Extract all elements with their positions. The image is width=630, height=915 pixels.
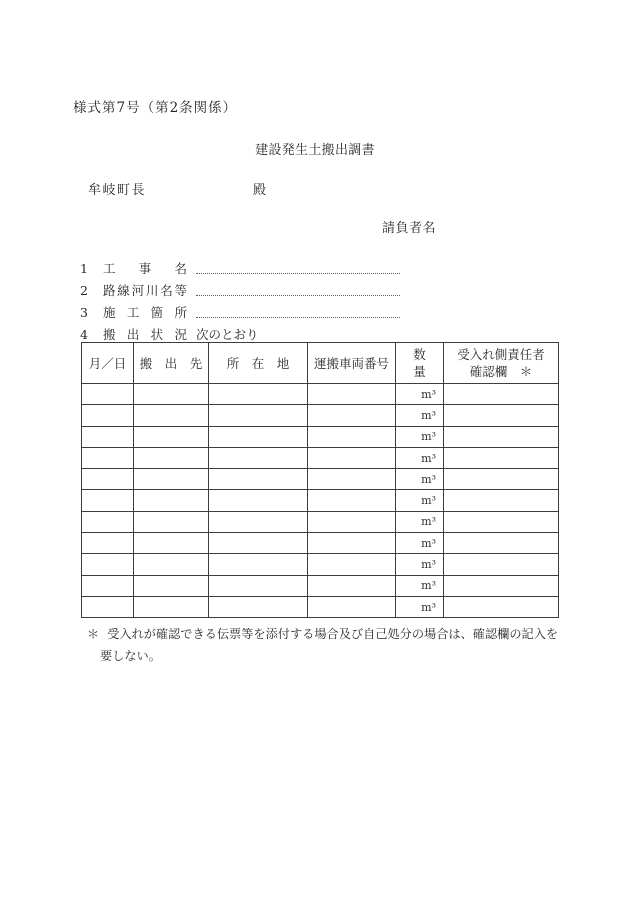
col-header-confirmation-line1: 受入れ側責任者 (457, 347, 545, 362)
cell-confirmation (444, 554, 559, 575)
cell-destination (134, 554, 209, 575)
item-number: 3 (80, 304, 88, 320)
cell-quantity-unit: m³ (396, 469, 444, 490)
cell-month-day (82, 469, 134, 490)
cell-month-day (82, 490, 134, 511)
cell-quantity-unit: m³ (396, 426, 444, 447)
page-title: 建設発生土搬出調書 (255, 143, 375, 158)
cell-vehicle-number (308, 384, 396, 405)
col-header-quantity (396, 343, 444, 384)
table-row (82, 533, 559, 554)
col-header-quantity-line2: 量 (413, 364, 426, 379)
cell-destination (134, 469, 209, 490)
dotted-fill-line (196, 295, 400, 296)
cell-quantity-unit: m³ (396, 596, 444, 617)
cell-location (209, 596, 308, 617)
col-header-destination: 搬 出 先 (134, 343, 209, 384)
cell-vehicle-number (308, 511, 396, 532)
cell-confirmation (444, 575, 559, 596)
table-row (82, 426, 559, 447)
cell-quantity-unit: m³ (396, 405, 444, 426)
table-row (82, 554, 559, 575)
cell-destination (134, 384, 209, 405)
cell-quantity-unit: m³ (396, 384, 444, 405)
cell-quantity-unit: m³ (396, 447, 444, 468)
cell-destination (134, 490, 209, 511)
cell-month-day (82, 554, 134, 575)
footnote-asterisk: ＊ (87, 627, 100, 641)
cell-location (209, 490, 308, 511)
cell-quantity-unit: m³ (396, 490, 444, 511)
table-row (82, 384, 559, 405)
col-header-confirmation-line2: 確認欄 ＊ (469, 364, 533, 379)
cell-vehicle-number (308, 405, 396, 426)
dotted-fill-line (196, 317, 400, 318)
footnote-text: 受入れが確認できる伝票等を添付する場合及び自己処分の場合は、確認欄の記入を (107, 627, 559, 641)
cell-confirmation (444, 596, 559, 617)
cell-quantity-unit: m³ (396, 575, 444, 596)
cell-confirmation (444, 447, 559, 468)
cell-vehicle-number (308, 426, 396, 447)
table-row (82, 575, 559, 596)
item-label: 工事名 (103, 261, 187, 276)
addressee-name: 牟岐町長 (88, 183, 147, 198)
cell-vehicle-number (308, 447, 396, 468)
cell-location (209, 533, 308, 554)
item-label: 施工箇所 (103, 305, 187, 320)
cell-location (209, 554, 308, 575)
cell-vehicle-number (308, 490, 396, 511)
cell-month-day (82, 511, 134, 532)
col-header-location: 所 在 地 (209, 343, 308, 384)
cell-location (209, 511, 308, 532)
cell-location (209, 447, 308, 468)
cell-destination (134, 596, 209, 617)
col-header-quantity-line1: 数 (413, 347, 426, 362)
cell-confirmation (444, 469, 559, 490)
item-number: 1 (80, 260, 88, 276)
cell-month-day (82, 426, 134, 447)
cell-quantity-unit: m³ (396, 511, 444, 532)
cell-destination (134, 533, 209, 554)
cell-destination (134, 405, 209, 426)
cell-confirmation (444, 533, 559, 554)
form-number: 様式第7号（第2条関係） (73, 100, 238, 116)
table-header-row (82, 343, 559, 384)
table-row (82, 447, 559, 468)
cell-vehicle-number (308, 575, 396, 596)
table-row (82, 511, 559, 532)
item-route-river-name (80, 279, 400, 301)
item-label: 搬出状況 (103, 327, 187, 342)
removal-log-table (81, 342, 559, 618)
table-row (82, 490, 559, 511)
cell-vehicle-number (308, 554, 396, 575)
cell-quantity-unit: m³ (396, 554, 444, 575)
cell-month-day (82, 447, 134, 468)
table-row (82, 596, 559, 617)
cell-month-day (82, 596, 134, 617)
cell-month-day (82, 533, 134, 554)
table-row (82, 405, 559, 426)
item-number: 4 (80, 326, 88, 342)
addressee-honorific: 殿 (253, 183, 267, 198)
col-header-month-day: 月／日 (82, 343, 134, 384)
cell-confirmation (444, 511, 559, 532)
footnote-line2: 要しない。 (100, 649, 161, 663)
col-header-confirmation (444, 343, 559, 384)
col-header-vehicle-number: 運搬車両番号 (308, 343, 396, 384)
footnote (87, 623, 565, 667)
cell-destination (134, 426, 209, 447)
cell-confirmation (444, 490, 559, 511)
cell-vehicle-number (308, 533, 396, 554)
item-construction-site (80, 301, 400, 323)
cell-destination (134, 575, 209, 596)
addressee-line (88, 179, 266, 198)
contractor-label: 請負者名 (382, 221, 437, 236)
cell-confirmation (444, 405, 559, 426)
cell-location (209, 384, 308, 405)
cell-month-day (82, 405, 134, 426)
cell-confirmation (444, 426, 559, 447)
item-construction-name (80, 257, 400, 279)
cell-month-day (82, 575, 134, 596)
cell-vehicle-number (308, 596, 396, 617)
footnote-line1 (87, 623, 565, 645)
numbered-items (80, 257, 400, 345)
cell-location (209, 469, 308, 490)
cell-destination (134, 511, 209, 532)
cell-month-day (82, 384, 134, 405)
cell-confirmation (444, 384, 559, 405)
cell-quantity-unit: m³ (396, 533, 444, 554)
cell-vehicle-number (308, 469, 396, 490)
cell-location (209, 426, 308, 447)
table-row (82, 469, 559, 490)
item-label: 路線河川名等 (103, 283, 187, 298)
dotted-fill-line (196, 273, 400, 274)
cell-location (209, 405, 308, 426)
item-number: 2 (80, 282, 88, 298)
cell-destination (134, 447, 209, 468)
cell-location (209, 575, 308, 596)
item-value: 次のとおり (196, 327, 259, 342)
